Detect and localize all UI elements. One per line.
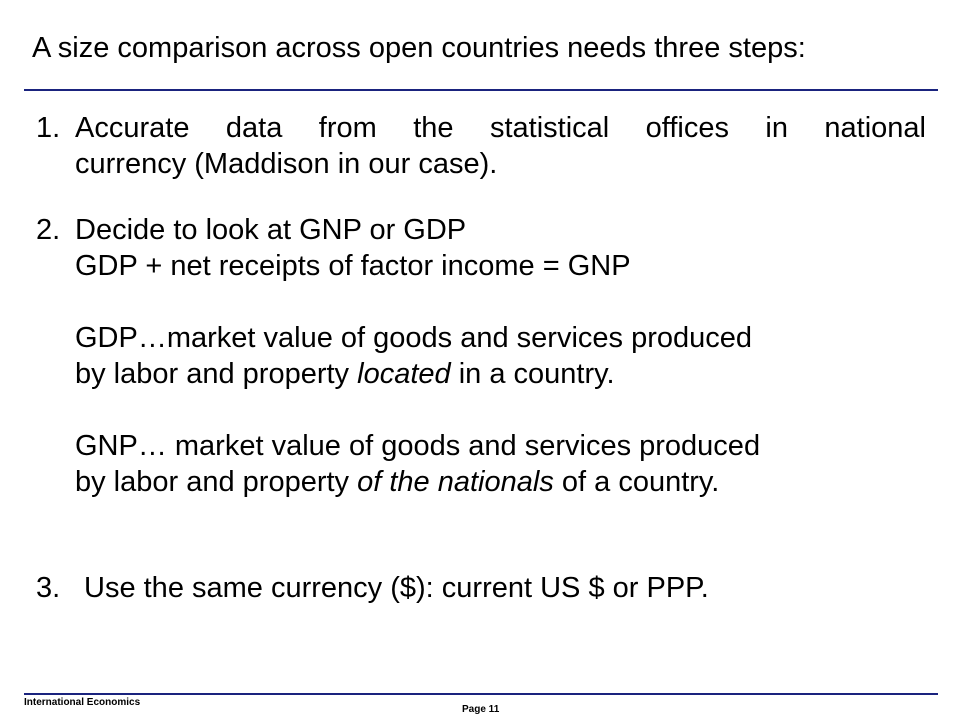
list-item-number: 1. <box>36 112 61 144</box>
list-item-3 <box>36 570 926 610</box>
gdp-emphasis: located <box>357 358 451 390</box>
list-item-body <box>75 110 926 182</box>
gnp-emphasis: of the nationals <box>357 466 554 498</box>
spacer <box>75 392 760 428</box>
footer-divider <box>24 693 938 695</box>
title-divider <box>24 89 938 91</box>
list-item-line: GDP + net receipts of factor income = GNP <box>75 250 631 282</box>
gnp-definition-line: GNP… market value of goods and services produced <box>75 430 761 462</box>
gdp-definition-line-2 <box>75 356 760 392</box>
gdp-text: by labor and property <box>75 358 358 390</box>
gnp-text-end: of a country. <box>553 466 720 498</box>
slide-title: A size comparison across open countries needs three steps: <box>32 32 806 64</box>
gnp-text: by labor and property <box>75 466 358 498</box>
list-item-1 <box>36 110 926 182</box>
list-item-body <box>75 212 760 500</box>
gnp-definition-line-2 <box>75 464 760 500</box>
gdp-definition-line: GDP…market value of goods and services produced <box>75 322 753 354</box>
gdp-text-end: in a country. <box>450 358 615 390</box>
list-item-number: 2. <box>36 214 61 246</box>
list-item-line: currency (Maddison in our case). <box>75 148 498 180</box>
list-item-2 <box>36 212 926 542</box>
list-item-body <box>84 570 709 606</box>
list-item-line: Decide to look at GNP or GDP <box>75 214 467 246</box>
footer-page-number: Page 11 <box>462 704 500 715</box>
list-item-line: Accurate data from the statistical offices in national <box>75 112 926 144</box>
list-item-line: Use the same currency ($): current US $ or PPP. <box>84 572 709 604</box>
footer-course-name: International Economics <box>24 697 141 708</box>
spacer <box>75 284 760 320</box>
list-item-number: 3. <box>36 572 61 604</box>
